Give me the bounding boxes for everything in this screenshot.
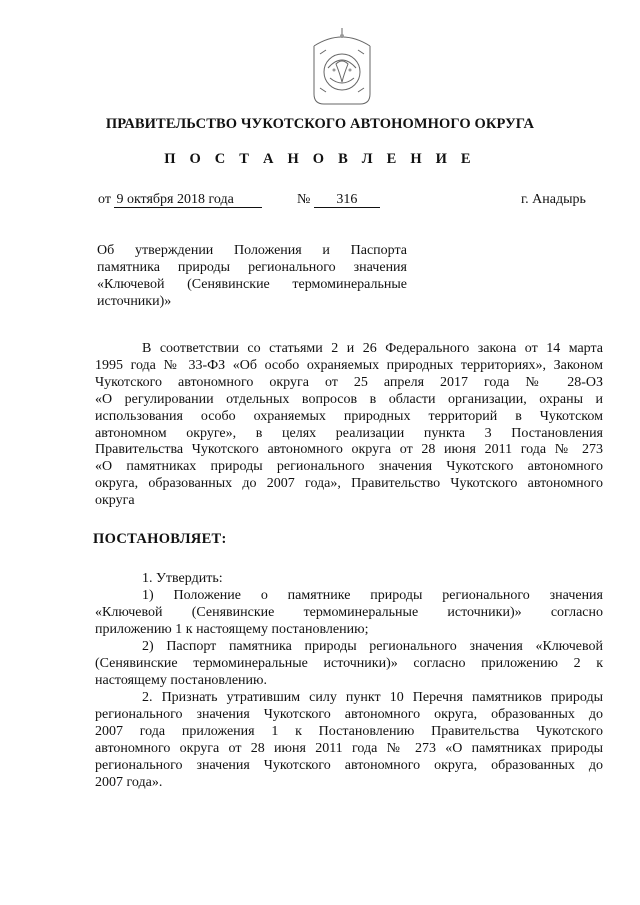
- subject-line: «Ключевой (Сенявинские термоминеральные: [97, 277, 407, 292]
- item-line: приложению 1 к настоящему постановлению;: [95, 622, 369, 637]
- preamble-line: «О регулировании отдельных вопросов в области организации, охраны и: [95, 391, 603, 407]
- coat-of-arms-emblem: [306, 24, 378, 108]
- resolution-items: [95, 570, 603, 791]
- item-line: регионального значения Чукотского автономного округа, образованных до: [95, 707, 603, 722]
- preamble-line: «О памятниках природы регионального значения Чукотского автономного: [95, 459, 603, 475]
- item-line: регионального значения Чукотского автономного округа, образованных до: [95, 758, 603, 773]
- document-type-title: П О С Т А Н О В Л Е Н И Е: [164, 151, 476, 167]
- preamble-line: Правительства Чукотского автономного округа от 28 июня 2011 года № 273: [95, 442, 603, 458]
- number-value: 316: [314, 192, 380, 208]
- item-line: (Сенявинские термоминеральные источники)» согласно приложению 2 к: [95, 656, 603, 671]
- organization-title: ПРАВИТЕЛЬСТВО ЧУКОТСКОГО АВТОНОМНОГО ОКРУГА: [105, 116, 535, 132]
- item-line: 2) Паспорт памятника природы регионального значения «Ключевой: [142, 639, 603, 654]
- document-number: [297, 192, 380, 208]
- number-prefix: №: [297, 192, 311, 207]
- preamble-paragraph: [95, 341, 603, 510]
- item-line: «Ключевой (Сенявинские термоминеральные источники)» согласно: [95, 605, 603, 620]
- preamble-line: Чукотского автономного округа от 25 апреля 2017 года № 28-ОЗ: [95, 374, 603, 390]
- item-line: 1) Положение о памятнике природы регионального значения: [142, 588, 603, 603]
- preamble-line: 1995 года № 33-ФЗ «Об особо охраняемых природных территориях», Законом: [95, 357, 603, 373]
- item-line: 1. Утвердить:: [142, 571, 223, 586]
- subject-line: источники)»: [97, 294, 172, 309]
- document-date: [98, 192, 262, 208]
- document-subject: [97, 242, 407, 310]
- subject-line: Об утверждении Положения и Паспорта: [97, 243, 407, 258]
- item-line: 2007 года».: [95, 775, 163, 790]
- decree-heading: ПОСТАНОВЛЯЕТ:: [93, 531, 227, 547]
- item-line: настоящему постановлению.: [95, 673, 267, 688]
- preamble-line: В соответствии со статьями 2 и 26 Федерального закона от 14 марта: [142, 341, 603, 356]
- item-line: автономного округа от 28 июня 2011 года № 273 «О памятниках природы: [95, 741, 603, 756]
- date-prefix: от: [98, 192, 111, 207]
- date-value: 9 октября 2018 года: [114, 192, 262, 208]
- document-city: г. Анадырь: [521, 192, 586, 207]
- preamble-line: округа: [95, 493, 135, 509]
- preamble-line: округа, образованных до 2007 года», Правительство Чукотского автономного: [95, 476, 603, 492]
- item-line: 2. Признать утратившим силу пункт 10 Перечня памятников природы: [142, 690, 603, 705]
- subject-line: памятника природы регионального значения: [97, 260, 407, 275]
- item-line: 2007 года приложения 1 к Постановлению Правительства Чукотского: [95, 724, 603, 739]
- preamble-line: автономном округе», в целях реализации пункта 3 Постановления: [95, 425, 603, 441]
- preamble-line: использования особо охраняемых природных территорий в Чукотском: [95, 408, 603, 424]
